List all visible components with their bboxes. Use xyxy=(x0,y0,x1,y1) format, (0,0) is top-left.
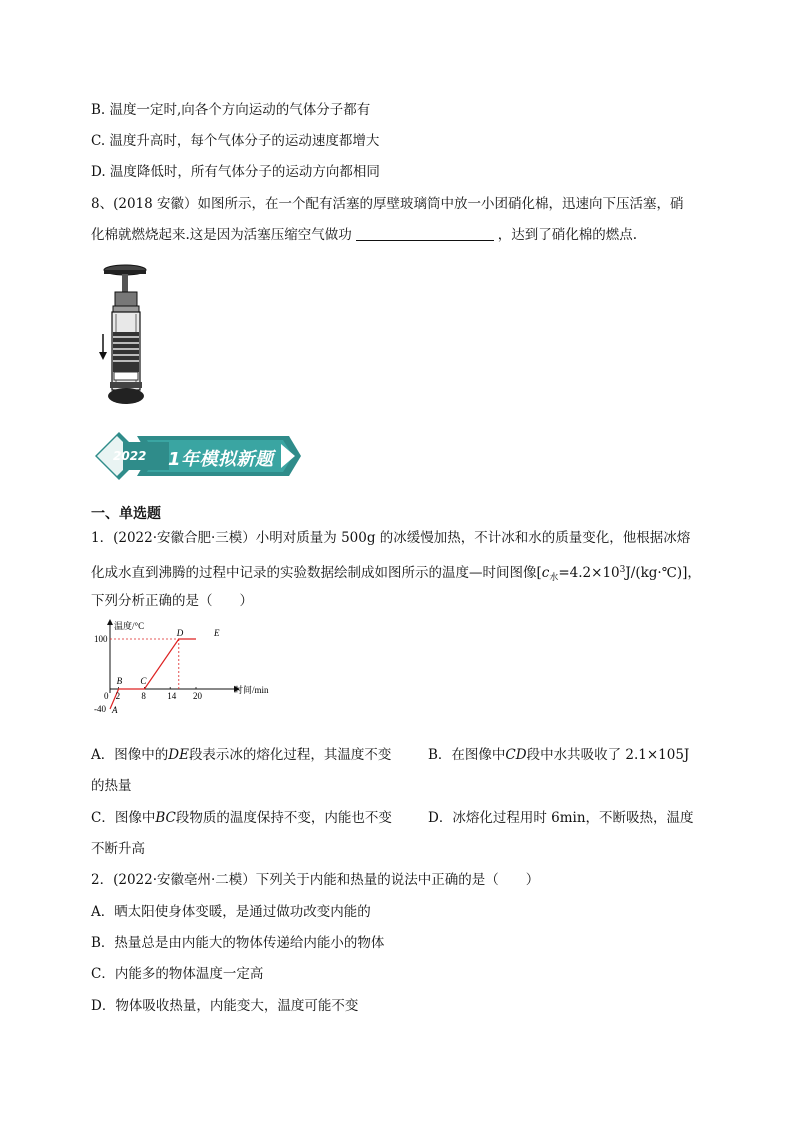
q1-option-b-segment: CD xyxy=(505,747,527,763)
q7-option-d: D. 温度降低时，所有气体分子的运动方向都相同 xyxy=(91,164,380,180)
q1-line2 xyxy=(91,561,701,587)
q8-line2-before: 化棉就燃烧起来.这是因为活塞压缩空气做功 xyxy=(91,227,352,243)
q1-option-c-post: 段物质的温度保持不变，内能也不变 xyxy=(175,810,392,826)
x-tick-label: 20 xyxy=(193,691,202,701)
q1-option-b-pre: B．在图像中 xyxy=(428,747,506,763)
q1-option-d-cont: 不断升高 xyxy=(91,841,145,857)
q2-stem: 2．(2022·安徽亳州·二模）下列关于内能和热量的说法中正确的是（ ） xyxy=(91,872,540,888)
q2-option-b: B．热量总是由内能大的物体传递给内能小的物体 xyxy=(91,935,385,951)
q1-option-b-post: 段中水共吸收了 2.1×105J xyxy=(526,747,690,763)
q2-option-d: D．物体吸收热量，内能变大，温度可能不变 xyxy=(91,998,359,1014)
x-tick-label: 8 xyxy=(141,691,146,701)
q1-option-c xyxy=(91,809,392,827)
chart-labels xyxy=(94,620,269,715)
q1-line2-b: =4.2×10 xyxy=(558,565,620,581)
q7-option-c: C. 温度升高时，每个气体分子的运动速度都增大 xyxy=(91,133,380,149)
banner-year: 2022 xyxy=(113,449,147,463)
q8-line2-after: ，达到了硝化棉的燃点. xyxy=(497,227,638,243)
q8-line2 xyxy=(91,226,637,244)
q1-option-d: D．冰熔化过程用时 6min，不断吸热，温度 xyxy=(428,810,694,826)
q1-option-a-pre: A．图像中的 xyxy=(91,747,169,763)
q7-option-b: B. 温度一定时,向各个方向运动的气体分子都有 xyxy=(91,102,371,118)
point-label-b: B xyxy=(116,676,123,686)
q1-line1: 1．(2022·安徽合肥·三模）小明对质量为 500g 的冰缓慢加热，不计冰和水的质量变化，他根据冰熔 xyxy=(91,530,691,546)
q1-line2-c: J/(kg·℃)]， xyxy=(625,565,701,581)
q1-option-c-segment: BC xyxy=(155,810,176,826)
x-tick-label: 14 xyxy=(167,691,177,701)
piston-cylinder-illustration xyxy=(98,262,156,408)
y-tick-label: -40 xyxy=(94,704,106,714)
x-tick-label: 2 xyxy=(115,691,121,701)
banner-title: 1年模拟新题 xyxy=(168,449,274,470)
q1-option-b xyxy=(428,746,689,764)
answer-blank[interactable] xyxy=(356,226,494,241)
chart-marks xyxy=(110,639,196,709)
q1-line3: 下列分析正确的是（ ） xyxy=(91,593,253,609)
temperature-line xyxy=(110,639,196,709)
y-axis-label: 温度/°C xyxy=(114,621,145,631)
x-tick-label: 0 xyxy=(104,691,109,701)
q1-option-a-post: 段表示冰的熔化过程，其温度不变 xyxy=(188,747,392,763)
q1-superscript: 3 xyxy=(619,565,626,575)
q2-option-a: A．晒太阳使身体变暖，是通过做功改变内能的 xyxy=(91,904,371,920)
q8-line1: 8、(2018 安徽）如图所示，在一个配有活塞的厚壁玻璃筒中放一小团硝化棉，迅速向下压活塞，硝 xyxy=(91,196,684,212)
point-label-d: D xyxy=(176,628,184,638)
q1-option-c-pre: C．图像中 xyxy=(91,810,156,826)
section-title: 一、单选题 xyxy=(91,506,161,522)
y-axis-arrow xyxy=(107,619,113,625)
q1-option-b-cont: 的热量 xyxy=(91,778,132,794)
x-axis-label: 时间/min xyxy=(234,685,269,695)
q2-option-c: C．内能多的物体温度一定高 xyxy=(91,966,264,982)
point-label-a: A xyxy=(112,705,118,715)
q1-specific-heat-symbol: c xyxy=(541,565,550,581)
point-label-c: C xyxy=(140,676,147,686)
q1-option-a-segment: DE xyxy=(168,747,189,763)
point-label-e: E xyxy=(214,628,220,638)
q1-option-a xyxy=(91,746,391,764)
y-tick-label: 100 xyxy=(94,634,108,644)
q1-subscript: 水 xyxy=(549,573,559,583)
temperature-time-chart xyxy=(88,617,288,735)
q1-line2-a: 化成水直到沸腾的过程中记录的实验数据绘制成如图所示的温度—时间图像[ xyxy=(91,565,542,581)
